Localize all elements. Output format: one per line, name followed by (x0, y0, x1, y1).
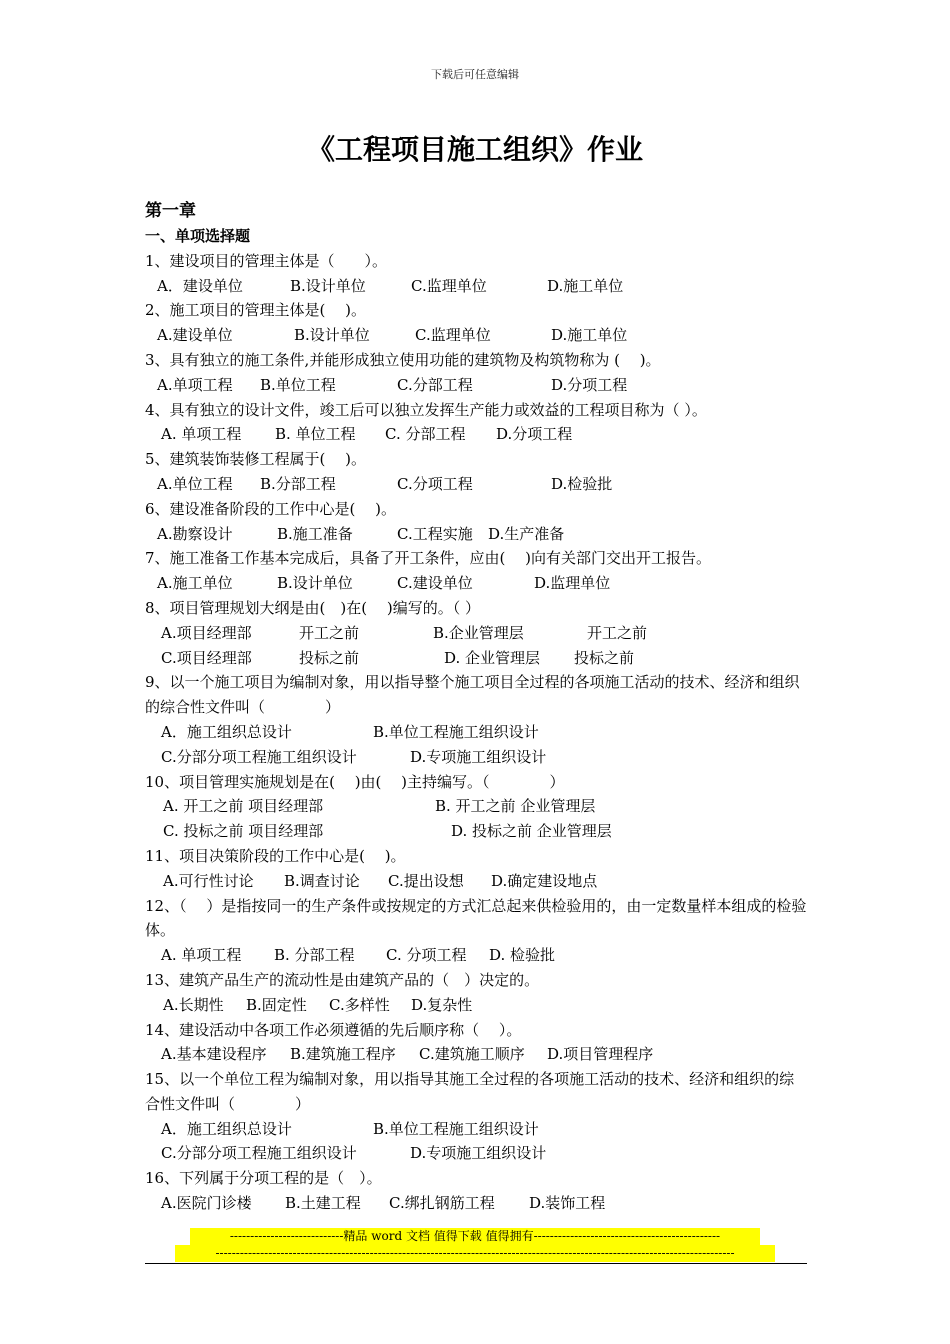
option-c: C. 投标之前 项目经理部 (163, 822, 324, 841)
option-d: D.生产准备 (488, 524, 565, 543)
option-a: A.项目经理部 (161, 623, 252, 642)
option-a: A.单项工程 (157, 375, 233, 394)
question-12: 12、（ ）是指按同一的生产条件或按规定的方式汇总起来供检验用的，由一定数量样本组成的检验体。 (145, 896, 807, 940)
option-d: D.项目管理程序 (547, 1045, 654, 1064)
options-1 (145, 274, 807, 299)
option-c: C. 分部工程 (385, 425, 466, 444)
footer-divider (145, 1263, 807, 1264)
option-b: B.单位工程施工组织设计 (373, 722, 539, 741)
option-c: C.提出设想 (388, 871, 464, 890)
footer-line-2: -------------------------------------------------------------------------------------------------------------------------------- (175, 1245, 775, 1262)
option-c: C.监理单位 (415, 326, 491, 345)
question-3: 3、具有独立的施工条件,并能形成独立使用功能的建筑物及构筑物称为 ( )。 (145, 350, 661, 369)
options-7 (145, 571, 807, 596)
option-b: B.土建工程 (285, 1194, 361, 1213)
option-d: D.检验批 (551, 474, 613, 493)
option-b: B.分部工程 (260, 474, 336, 493)
option-c: C.分部分项工程施工组织设计 (161, 747, 357, 766)
option-d: D. 检验批 (489, 946, 556, 965)
options-15-row1 (145, 1117, 807, 1142)
option-c: C.分项工程 (397, 474, 473, 493)
option-b: B.企业管理层 (433, 623, 524, 642)
option-d: D.专项施工组织设计 (410, 1144, 547, 1163)
section-heading: 一、单项选择题 (145, 227, 251, 245)
option-c: C.建筑施工顺序 (419, 1045, 525, 1064)
options-4 (145, 422, 807, 447)
option-b: B.施工准备 (277, 524, 353, 543)
option-c: C.项目经理部 (161, 648, 252, 667)
question-13: 13、建筑产品生产的流动性是由建筑产品的（ ）决定的。 (145, 970, 540, 989)
option-a: A.可行性讨论 (163, 871, 254, 890)
option-a-time: 开工之前 (299, 623, 360, 642)
option-c: C.绑扎钢筋工程 (389, 1194, 495, 1213)
document-body (145, 198, 807, 1216)
option-b: B.调查讨论 (284, 871, 360, 890)
option-b: B.设计单位 (294, 326, 370, 345)
option-b: B.固定性 (246, 995, 307, 1014)
option-a: A．建设单位 (157, 276, 243, 295)
option-c: C.多样性 (329, 995, 390, 1014)
option-b: B. 分部工程 (274, 946, 355, 965)
question-6: 6、建设准备阶段的工作中心是( )。 (145, 499, 397, 518)
options-9-row1 (145, 720, 807, 745)
options-14 (145, 1042, 807, 1067)
question-11: 11、项目决策阶段的工作中心是( )。 (145, 846, 406, 865)
option-a: A.施工单位 (157, 574, 233, 593)
option-c: C. 分项工程 (386, 946, 467, 965)
options-12 (145, 943, 807, 968)
option-d: D.施工单位 (551, 326, 628, 345)
option-a: A. 单项工程 (161, 425, 242, 444)
option-d: D.复杂性 (411, 995, 473, 1014)
question-2: 2、施工项目的管理主体是( )。 (145, 301, 367, 320)
option-b: B.单位工程 (260, 375, 336, 394)
option-d: D.分项工程 (496, 425, 573, 444)
option-d: D.监理单位 (534, 574, 611, 593)
question-4: 4、具有独立的设计文件，竣工后可以独立发挥生产能力或效益的工程项目称为（ ）。 (145, 400, 707, 419)
option-a: A．施工组织总设计 (161, 722, 292, 741)
options-16 (145, 1191, 807, 1216)
options-11 (145, 869, 807, 894)
options-8-row2 (145, 646, 807, 671)
option-d: D. 企业管理层 (444, 648, 541, 667)
options-2 (145, 323, 807, 348)
option-b: B.建筑施工程序 (290, 1045, 396, 1064)
options-3 (145, 373, 807, 398)
option-b-time: 开工之前 (587, 623, 648, 642)
option-b: B. 开工之前 企业管理层 (435, 797, 596, 816)
question-14: 14、建设活动中各项工作必须遵循的先后顺序称（ ）。 (145, 1020, 522, 1039)
option-d-time: 投标之前 (574, 648, 635, 667)
document-title: 《工程项目施工组织》作业 (306, 133, 643, 166)
option-a: A.单位工程 (157, 474, 233, 493)
options-6 (145, 522, 807, 547)
option-c: C.建设单位 (397, 574, 473, 593)
question-15: 15、以一个单位工程为编制对象，用以指导其施工全过程的各项施工活动的技术、经济和组织的综合性文件叫（ ） (145, 1070, 795, 1113)
question-8: 8、项目管理规划大纲是由( )在( )编写的。（ ） (145, 598, 480, 617)
option-a: A.长期性 (163, 995, 224, 1014)
question-7: 7、施工准备工作基本完成后，具备了开工条件，应由( )向有关部门交出开工报告。 (145, 549, 712, 568)
options-9-row2 (145, 745, 807, 770)
question-16: 16、下列属于分项工程的是（ ）。 (145, 1169, 382, 1188)
option-d: D.专项施工组织设计 (410, 747, 547, 766)
header-note: 下载后可任意编辑 (431, 68, 519, 81)
option-a: A.基本建设程序 (161, 1045, 267, 1064)
question-5: 5、建筑装饰装修工程属于( )。 (145, 450, 367, 469)
options-15-row2 (145, 1141, 807, 1166)
options-13 (145, 993, 807, 1018)
question-9: 9、以一个施工项目为编制对象，用以指导整个施工项目全过程的各项施工活动的技术、经济和组织的综合性文件叫（ ） (145, 673, 800, 717)
footer-banner (175, 1228, 775, 1262)
option-d: D.分项工程 (551, 375, 628, 394)
option-b: B. 单位工程 (275, 425, 356, 444)
options-8-row1 (145, 621, 807, 646)
option-c: C.监理单位 (411, 276, 487, 295)
option-a: A．施工组织总设计 (161, 1119, 292, 1138)
option-d: D. 投标之前 企业管理层 (451, 822, 612, 841)
chapter-heading: 第一章 (145, 201, 196, 221)
question-1: 1、建设项目的管理主体是（ ）。 (145, 251, 388, 270)
option-a: A.勘察设计 (157, 524, 233, 543)
option-a: A. 开工之前 项目经理部 (163, 797, 324, 816)
options-5 (145, 472, 807, 497)
footer-line-1: ----------------------------精品 word 文档 值得下载 值得拥有---------------------------------------------- (190, 1228, 760, 1245)
options-10-row2 (145, 819, 807, 844)
question-10: 10、项目管理实施规划是在( )由( )主持编写。（ ） (145, 772, 565, 791)
option-a: A. 单项工程 (161, 946, 242, 965)
option-d: D.确定建设地点 (491, 871, 598, 890)
option-a: A.建设单位 (157, 326, 233, 345)
options-10-row1 (145, 794, 807, 819)
option-b: B.单位工程施工组织设计 (373, 1119, 539, 1138)
option-c-time: 投标之前 (299, 648, 360, 667)
option-d: D.装饰工程 (529, 1194, 606, 1213)
option-b: B.设计单位 (277, 574, 353, 593)
option-c: C.分部工程 (397, 375, 473, 394)
option-b: B.设计单位 (290, 276, 366, 295)
option-c: C.工程实施 (397, 524, 473, 543)
option-c: C.分部分项工程施工组织设计 (161, 1144, 357, 1163)
option-d: D.施工单位 (547, 276, 624, 295)
option-a: A.医院门诊楼 (161, 1194, 252, 1213)
